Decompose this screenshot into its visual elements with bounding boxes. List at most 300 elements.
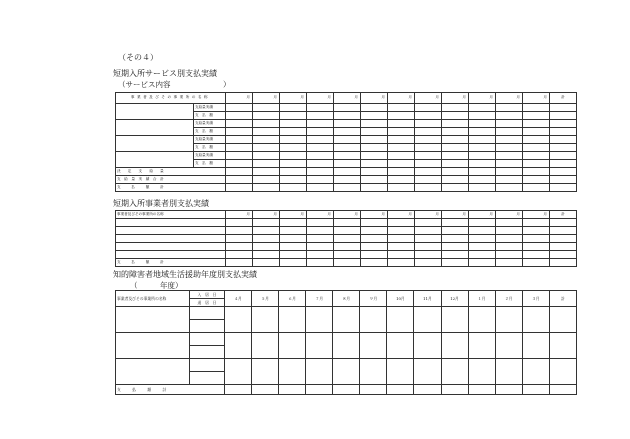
value-cell — [225, 385, 252, 395]
value-cell — [334, 259, 361, 267]
header-month: 月 — [415, 93, 442, 104]
value-cell — [550, 160, 577, 168]
value-cell — [415, 235, 442, 243]
value-cell — [334, 235, 361, 243]
header-provider-name: 事業者及びその事業所の名称 — [116, 93, 226, 104]
value-cell — [415, 243, 442, 251]
value-cell — [550, 104, 577, 112]
value-cell — [469, 168, 496, 176]
value-cell — [333, 385, 360, 395]
value-cell — [550, 128, 577, 136]
value-cell — [496, 251, 523, 259]
value-cell — [441, 385, 468, 395]
value-cell — [415, 104, 442, 112]
value-cell — [549, 359, 576, 385]
value-cell — [469, 112, 496, 120]
row-label: 支 払 額 — [194, 144, 226, 152]
value-cell — [469, 227, 496, 235]
provider-name-cell — [116, 359, 190, 385]
value-cell — [415, 251, 442, 259]
value-cell — [496, 235, 523, 243]
header-month: 月 — [226, 211, 253, 219]
value-cell — [361, 128, 388, 136]
provider-name-cell — [116, 307, 190, 333]
value-cell — [226, 219, 253, 227]
value-cell — [550, 136, 577, 144]
value-cell — [496, 168, 523, 176]
value-cell — [550, 259, 577, 267]
value-cell — [334, 112, 361, 120]
value-cell — [253, 152, 280, 160]
value-cell — [469, 152, 496, 160]
provider-name-cell — [116, 120, 194, 136]
header-month: 月 — [253, 211, 280, 219]
value-cell — [441, 307, 468, 333]
value-cell — [361, 120, 388, 128]
value-cell — [361, 176, 388, 184]
value-cell — [415, 168, 442, 176]
value-cell — [307, 219, 334, 227]
provider-name-cell — [116, 333, 190, 359]
value-cell — [415, 184, 442, 192]
value-cell — [496, 184, 523, 192]
value-cell — [334, 176, 361, 184]
value-cell — [523, 184, 550, 192]
value-cell — [253, 128, 280, 136]
value-cell — [550, 219, 577, 227]
value-cell — [226, 152, 253, 160]
group-home-payment-table — [115, 290, 577, 395]
value-cell — [415, 259, 442, 267]
header-month: 月 — [415, 211, 442, 219]
table-row — [116, 291, 577, 299]
value-cell — [442, 152, 469, 160]
value-cell — [307, 259, 334, 267]
header-move-in-date: 入 居 日 — [190, 291, 225, 299]
value-cell — [226, 251, 253, 259]
value-cell — [522, 307, 549, 333]
value-cell — [307, 128, 334, 136]
value-cell — [523, 235, 550, 243]
value-cell — [415, 136, 442, 144]
value-cell — [496, 128, 523, 136]
value-cell — [334, 168, 361, 176]
value-cell — [279, 307, 306, 333]
value-cell — [388, 112, 415, 120]
table-row — [116, 235, 577, 243]
table-row — [116, 243, 577, 251]
value-cell — [469, 128, 496, 136]
header-month: ８月 — [333, 291, 360, 307]
value-cell — [415, 144, 442, 152]
value-cell — [496, 144, 523, 152]
value-cell — [280, 227, 307, 235]
value-cell — [442, 144, 469, 152]
value-cell — [280, 128, 307, 136]
page-label: （その４） — [118, 53, 158, 62]
value-cell — [522, 385, 549, 395]
value-cell — [253, 112, 280, 120]
provider-name-cell — [116, 152, 194, 168]
value-cell — [415, 219, 442, 227]
header-month: 月 — [253, 93, 280, 104]
value-cell — [387, 307, 414, 333]
section3-subtitle: （ 年度） — [130, 281, 183, 290]
value-cell — [333, 333, 360, 359]
value-cell — [442, 112, 469, 120]
value-cell — [225, 307, 252, 333]
value-cell — [496, 176, 523, 184]
value-cell — [253, 144, 280, 152]
value-cell — [550, 184, 577, 192]
value-cell — [550, 120, 577, 128]
value-cell — [442, 136, 469, 144]
value-cell — [550, 112, 577, 120]
value-cell — [280, 112, 307, 120]
value-cell — [469, 184, 496, 192]
value-cell — [388, 235, 415, 243]
value-cell — [523, 219, 550, 227]
value-cell — [522, 333, 549, 359]
value-cell — [360, 359, 387, 385]
value-cell — [442, 160, 469, 168]
value-cell — [307, 136, 334, 144]
value-cell — [226, 112, 253, 120]
header-month: １月 — [468, 291, 495, 307]
value-cell — [334, 128, 361, 136]
value-cell — [361, 184, 388, 192]
value-cell — [307, 120, 334, 128]
date-cell — [190, 372, 225, 385]
value-cell — [442, 259, 469, 267]
table-row — [116, 104, 577, 112]
value-cell — [496, 160, 523, 168]
value-cell — [280, 235, 307, 243]
header-month: 月 — [280, 211, 307, 219]
value-cell — [388, 243, 415, 251]
row-label: 支給量実績 — [194, 136, 226, 144]
table-row — [116, 168, 577, 176]
value-cell — [523, 120, 550, 128]
value-cell — [307, 184, 334, 192]
value-cell — [442, 184, 469, 192]
value-cell — [469, 235, 496, 243]
value-cell — [496, 227, 523, 235]
value-cell — [253, 243, 280, 251]
value-cell — [360, 307, 387, 333]
value-cell — [333, 307, 360, 333]
value-cell — [361, 168, 388, 176]
value-cell — [253, 219, 280, 227]
value-cell — [469, 176, 496, 184]
value-cell — [469, 219, 496, 227]
value-cell — [496, 259, 523, 267]
header-month: ７月 — [306, 291, 333, 307]
value-cell — [415, 152, 442, 160]
value-cell — [280, 120, 307, 128]
value-cell — [496, 219, 523, 227]
header-month: 月 — [307, 93, 334, 104]
value-cell — [523, 160, 550, 168]
value-cell — [307, 168, 334, 176]
header-month: 月 — [307, 211, 334, 219]
footer-label: 支 払 額 計 — [116, 184, 226, 192]
value-cell — [387, 385, 414, 395]
value-cell — [442, 219, 469, 227]
provider-name-cell — [116, 227, 226, 235]
section3-title: 知的障害者地域生活援助年度別支払実績 — [113, 270, 257, 279]
value-cell — [388, 104, 415, 112]
value-cell — [280, 168, 307, 176]
table-row — [116, 152, 577, 160]
row-label: 支給量実績 — [194, 120, 226, 128]
value-cell — [387, 333, 414, 359]
value-cell — [469, 120, 496, 128]
header-month: 月 — [469, 93, 496, 104]
value-cell — [495, 385, 522, 395]
value-cell — [279, 385, 306, 395]
value-cell — [523, 144, 550, 152]
value-cell — [523, 168, 550, 176]
footer-label: 支 払 額 計 — [116, 259, 226, 267]
value-cell — [280, 243, 307, 251]
value-cell — [334, 136, 361, 144]
value-cell — [307, 160, 334, 168]
header-month: 計 — [549, 291, 576, 307]
table-row — [116, 219, 577, 227]
section2-title: 短期入所事業者別支払実績 — [113, 199, 209, 208]
value-cell — [334, 152, 361, 160]
header-month: 月 — [334, 211, 361, 219]
value-cell — [388, 168, 415, 176]
value-cell — [549, 333, 576, 359]
value-cell — [334, 227, 361, 235]
value-cell — [361, 251, 388, 259]
value-cell — [252, 307, 279, 333]
header-month: ６月 — [279, 291, 306, 307]
footer-label: 支 給 量 実 績 合 計 — [116, 176, 226, 184]
value-cell — [226, 235, 253, 243]
header-month: 月 — [226, 93, 253, 104]
value-cell — [496, 104, 523, 112]
value-cell — [253, 184, 280, 192]
value-cell — [495, 359, 522, 385]
value-cell — [253, 120, 280, 128]
header-total: 計 — [550, 93, 577, 104]
value-cell — [252, 333, 279, 359]
value-cell — [307, 227, 334, 235]
table-row — [116, 307, 577, 320]
value-cell — [442, 120, 469, 128]
value-cell — [279, 359, 306, 385]
value-cell — [361, 219, 388, 227]
value-cell — [388, 128, 415, 136]
value-cell — [469, 144, 496, 152]
value-cell — [415, 128, 442, 136]
value-cell — [307, 251, 334, 259]
value-cell — [226, 160, 253, 168]
header-month: ４月 — [225, 291, 252, 307]
value-cell — [468, 333, 495, 359]
header-provider-name: 事業者及びその事業所の名称 — [116, 291, 190, 307]
value-cell — [361, 112, 388, 120]
value-cell — [523, 104, 550, 112]
value-cell — [469, 104, 496, 112]
value-cell — [414, 359, 441, 385]
row-label: 支 払 額 — [194, 160, 226, 168]
value-cell — [550, 243, 577, 251]
value-cell — [414, 307, 441, 333]
footer-label: 支 払 額 計 — [116, 385, 225, 395]
value-cell — [442, 104, 469, 112]
value-cell — [334, 144, 361, 152]
header-month: ２月 — [495, 291, 522, 307]
table-row — [116, 120, 577, 128]
value-cell — [469, 259, 496, 267]
value-cell — [496, 136, 523, 144]
header-month: 月 — [523, 211, 550, 219]
value-cell — [307, 235, 334, 243]
date-cell — [190, 346, 225, 359]
value-cell — [280, 184, 307, 192]
value-cell — [361, 144, 388, 152]
value-cell — [253, 176, 280, 184]
value-cell — [388, 176, 415, 184]
header-month: 10月 — [387, 291, 414, 307]
row-label: 支 払 額 — [194, 128, 226, 136]
row-label: 支給量実績 — [194, 104, 226, 112]
value-cell — [252, 385, 279, 395]
value-cell — [253, 251, 280, 259]
value-cell — [252, 359, 279, 385]
header-month: 月 — [388, 93, 415, 104]
service-payment-table — [115, 92, 577, 192]
header-month: 月 — [361, 211, 388, 219]
value-cell — [334, 184, 361, 192]
value-cell — [469, 160, 496, 168]
value-cell — [361, 235, 388, 243]
header-month: 月 — [388, 211, 415, 219]
value-cell — [334, 104, 361, 112]
value-cell — [334, 251, 361, 259]
value-cell — [253, 104, 280, 112]
date-cell — [190, 333, 225, 346]
value-cell — [280, 160, 307, 168]
value-cell — [307, 144, 334, 152]
value-cell — [495, 333, 522, 359]
value-cell — [442, 235, 469, 243]
value-cell — [523, 128, 550, 136]
header-total: 計 — [550, 211, 577, 219]
value-cell — [441, 333, 468, 359]
value-cell — [226, 184, 253, 192]
provider-name-cell — [116, 243, 226, 251]
value-cell — [550, 152, 577, 160]
value-cell — [226, 259, 253, 267]
value-cell — [523, 251, 550, 259]
table-row — [116, 227, 577, 235]
section1-subtitle: （サービス内容 ） — [118, 80, 231, 89]
header-month: 月 — [280, 93, 307, 104]
date-cell — [190, 320, 225, 333]
value-cell — [226, 227, 253, 235]
header-month: 月 — [442, 93, 469, 104]
value-cell — [549, 307, 576, 333]
table-row — [116, 211, 577, 219]
value-cell — [549, 385, 576, 395]
table-row — [116, 333, 577, 346]
header-month: 11月 — [414, 291, 441, 307]
table-row — [116, 259, 577, 267]
table-row — [116, 184, 577, 192]
value-cell — [280, 104, 307, 112]
value-cell — [496, 152, 523, 160]
value-cell — [307, 176, 334, 184]
provider-name-cell — [116, 219, 226, 227]
value-cell — [253, 136, 280, 144]
value-cell — [496, 112, 523, 120]
value-cell — [468, 385, 495, 395]
table-row — [116, 136, 577, 144]
value-cell — [360, 333, 387, 359]
value-cell — [442, 243, 469, 251]
value-cell — [253, 168, 280, 176]
provider-name-cell — [116, 136, 194, 152]
value-cell — [307, 152, 334, 160]
value-cell — [225, 333, 252, 359]
value-cell — [469, 251, 496, 259]
value-cell — [334, 120, 361, 128]
header-month: 12月 — [441, 291, 468, 307]
value-cell — [442, 168, 469, 176]
provider-name-cell — [116, 251, 226, 259]
value-cell — [388, 120, 415, 128]
value-cell — [334, 219, 361, 227]
value-cell — [334, 160, 361, 168]
value-cell — [361, 227, 388, 235]
value-cell — [523, 243, 550, 251]
table-row — [116, 93, 577, 104]
value-cell — [469, 243, 496, 251]
value-cell — [496, 120, 523, 128]
value-cell — [279, 333, 306, 359]
header-move-out-date: 退 居 日 — [190, 299, 225, 307]
provider-name-cell — [116, 104, 194, 120]
footer-label: 決 定 支 給 量 — [116, 168, 226, 176]
row-label: 支給量実績 — [194, 152, 226, 160]
value-cell — [226, 120, 253, 128]
value-cell — [253, 235, 280, 243]
date-cell — [190, 307, 225, 320]
header-provider-name: 事業者及びその事業所の名称 — [116, 211, 226, 219]
value-cell — [280, 136, 307, 144]
value-cell — [226, 128, 253, 136]
value-cell — [280, 219, 307, 227]
value-cell — [280, 144, 307, 152]
value-cell — [523, 227, 550, 235]
value-cell — [523, 176, 550, 184]
header-month: 月 — [496, 93, 523, 104]
value-cell — [550, 235, 577, 243]
value-cell — [441, 359, 468, 385]
provider-name-cell — [116, 235, 226, 243]
value-cell — [333, 359, 360, 385]
value-cell — [468, 359, 495, 385]
value-cell — [225, 359, 252, 385]
value-cell — [360, 385, 387, 395]
value-cell — [523, 152, 550, 160]
value-cell — [334, 243, 361, 251]
